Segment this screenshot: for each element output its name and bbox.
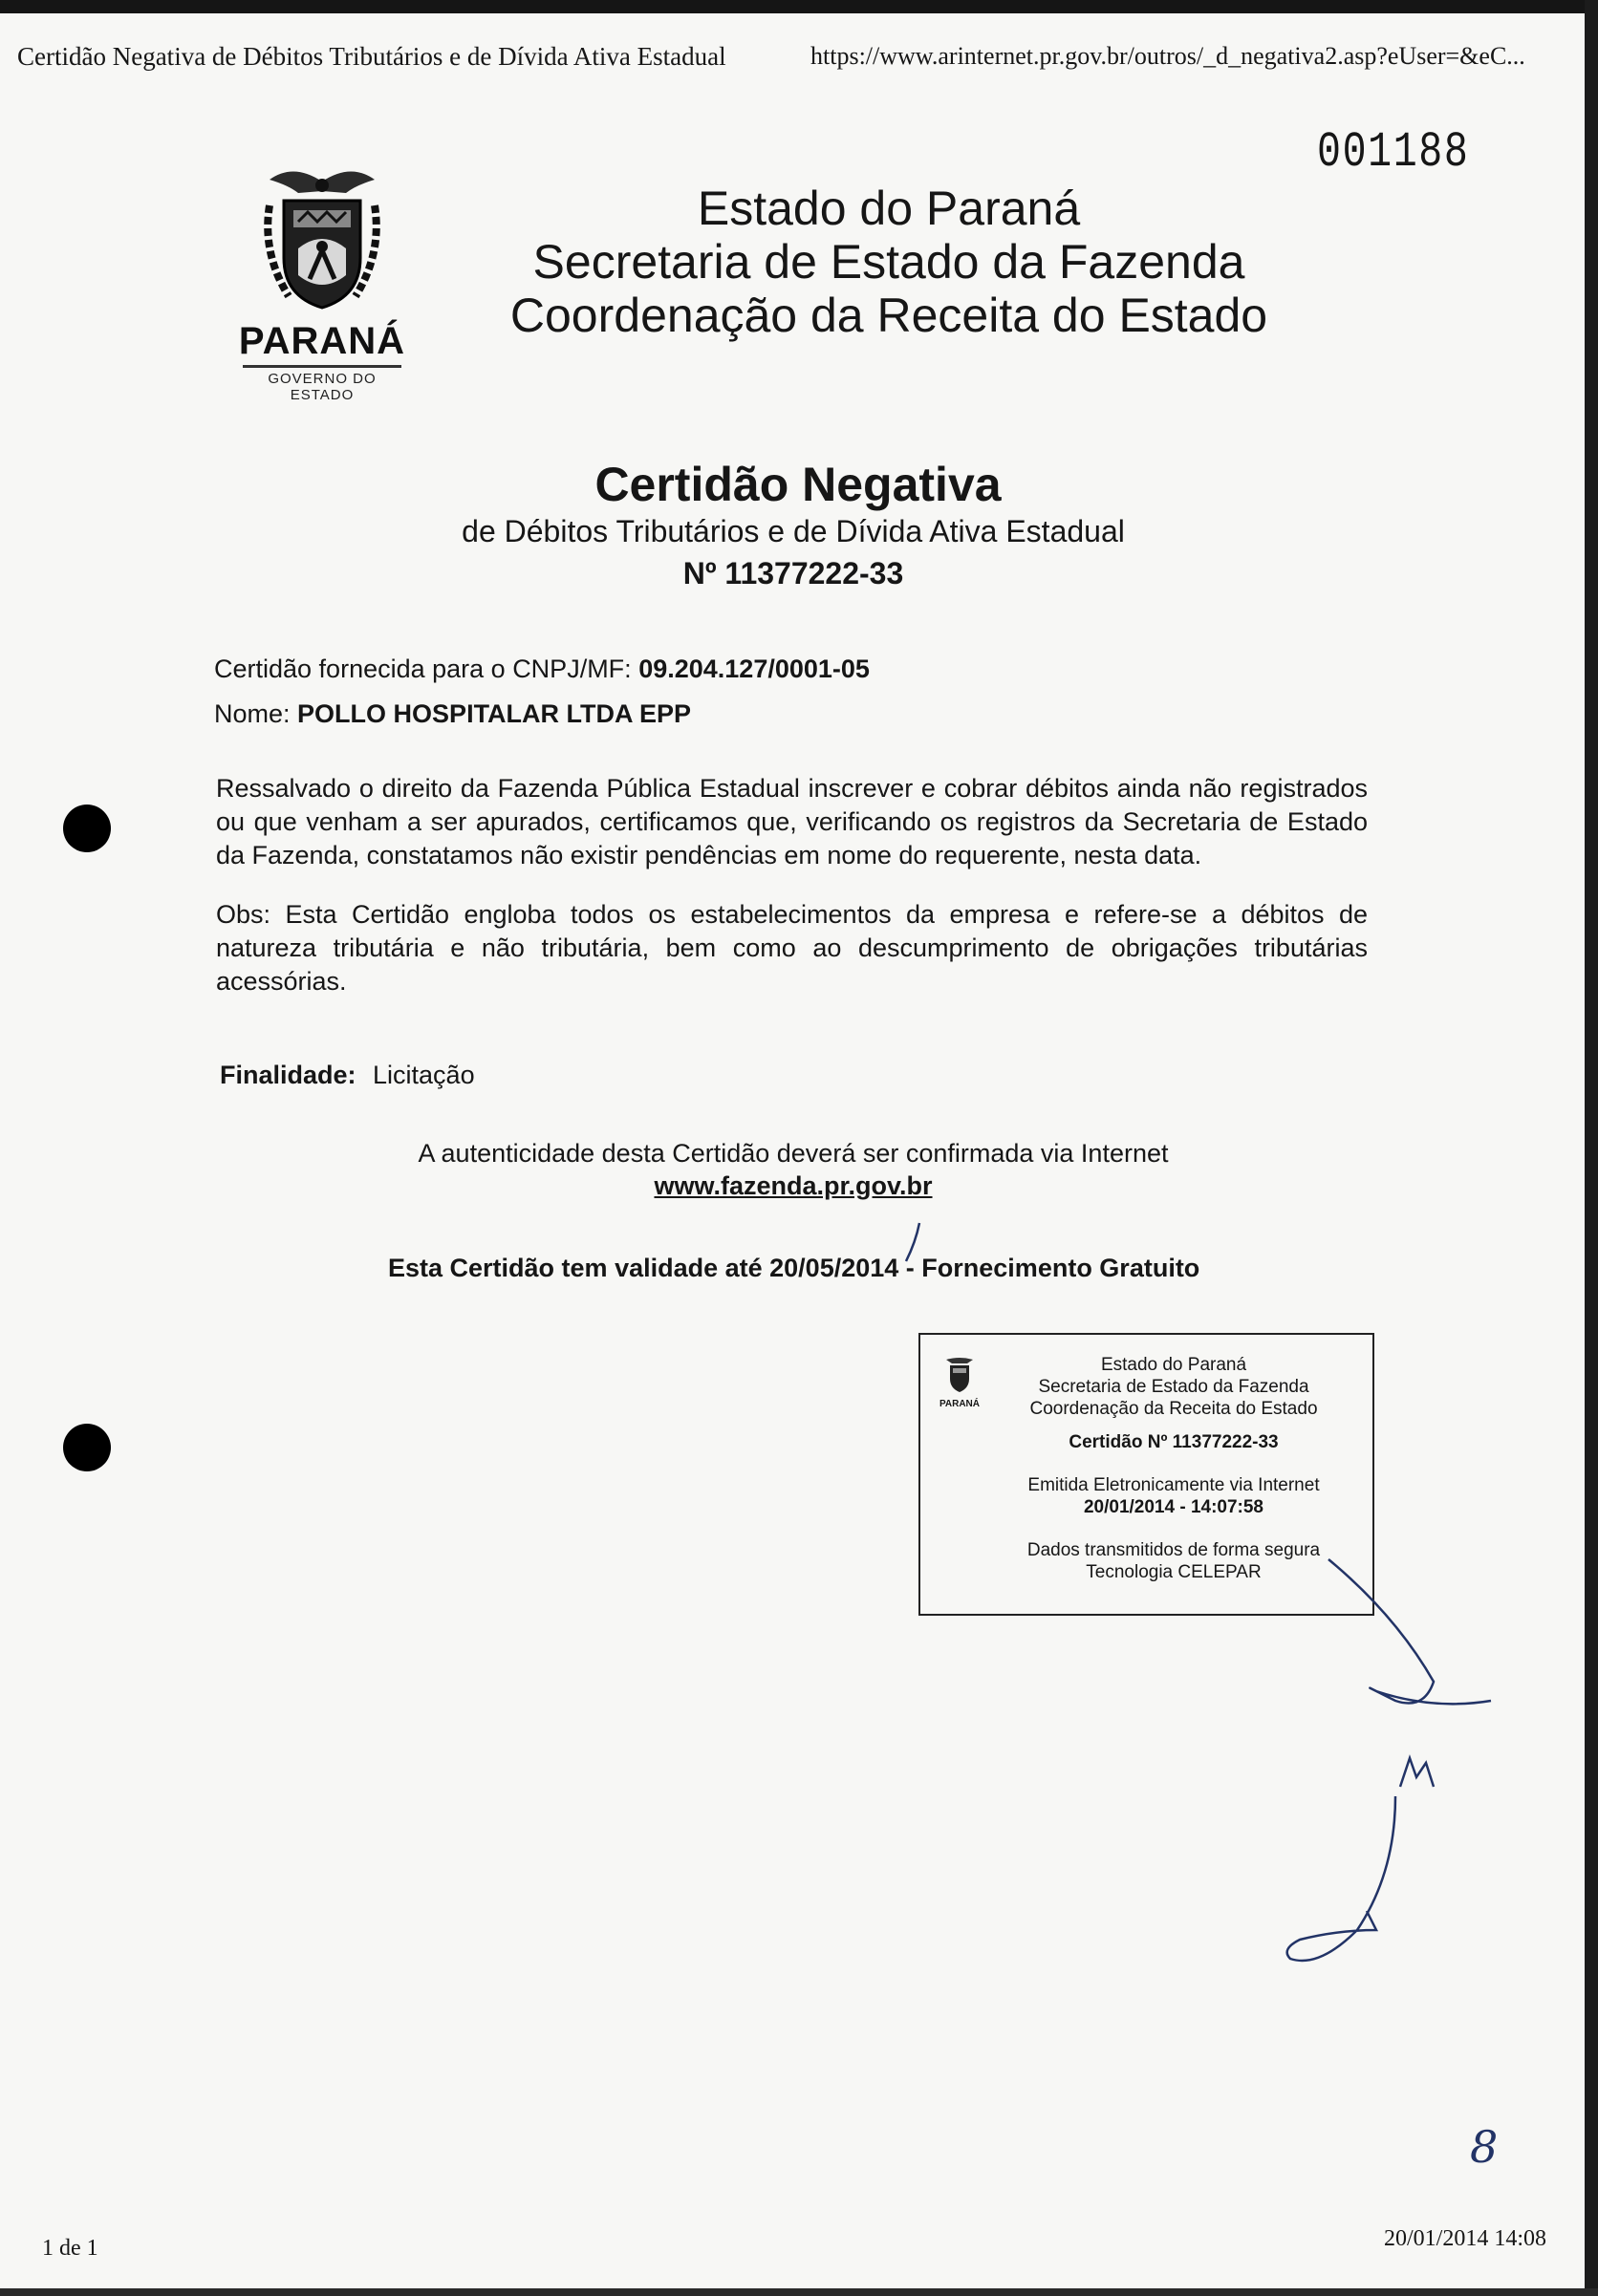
scan-edge-right bbox=[1585, 0, 1598, 2296]
handwritten-rubrics bbox=[860, 1204, 1510, 2198]
initial-mark bbox=[1400, 1758, 1434, 1787]
parana-coat-of-arms-icon bbox=[250, 162, 394, 315]
seal-line-secretariat: Secretaria de Estado da Fazenda bbox=[1038, 1377, 1309, 1397]
certificate-title: Certidão Negativa bbox=[594, 458, 1002, 511]
purpose-label: Finalidade: bbox=[220, 1061, 356, 1089]
certificate-subtitle: de Débitos Tributários e de Dívida Ativa Estadual bbox=[462, 514, 1125, 548]
name-line bbox=[214, 699, 691, 729]
parana-crest bbox=[231, 162, 413, 403]
seal-technology-line: Tecnologia CELEPAR bbox=[1086, 1562, 1262, 1582]
print-page-title: Certidão Negativa de Débitos Tributários e de Dívida Ativa Estadual bbox=[17, 42, 726, 71]
observation-paragraph: Obs: Esta Certidão engloba todos os estabelecimentos da empresa e refere-se a débitos de natureza tributária e não tributária, bem como ao descumprimento de obrigações tributárias acessórias. bbox=[216, 900, 1368, 996]
agency-line-state: Estado do Paraná bbox=[697, 182, 1081, 235]
seal-secure-line: Dados transmitidos de forma segura bbox=[1026, 1540, 1321, 1560]
cnpj-value: 09.204.127/0001-05 bbox=[638, 654, 870, 683]
validity-free-supply: - Fornecimento Gratuito bbox=[905, 1254, 1200, 1282]
certificate-number: Nº 11377222-33 bbox=[682, 556, 904, 590]
print-page-count: 1 de 1 bbox=[42, 2236, 98, 2261]
seal-line-state: Estado do Paraná bbox=[1100, 1355, 1247, 1375]
agency-line-secretariat: Secretaria de Estado da Fazenda bbox=[532, 235, 1245, 289]
seal-line-coordination: Coordenação da Receita do Estado bbox=[1029, 1399, 1318, 1419]
agency-line-coordination: Coordenação da Receita do Estado bbox=[509, 289, 1268, 342]
cnpj-label: Certidão fornecida para o CNPJ/MF: bbox=[214, 654, 632, 683]
stamp-number: 001188 bbox=[1317, 124, 1470, 181]
purpose-line bbox=[220, 1061, 475, 1090]
crest-name: PARANÁ bbox=[238, 320, 406, 362]
signature-stroke-top bbox=[1328, 1559, 1491, 1704]
crest-subtitle: GOVERNO DO ESTADO bbox=[243, 365, 401, 403]
scan-edge-top bbox=[0, 0, 1587, 13]
validity-tick-mark bbox=[906, 1223, 919, 1261]
seal-cert-number: Certidão Nº 11377222-33 bbox=[1069, 1432, 1279, 1452]
authenticity-text: A autenticidade desta Certidão deverá ser confirmada via Internet bbox=[418, 1139, 1169, 1168]
seal-emitted: Emitida Eletronicamente via Internet bbox=[1027, 1475, 1320, 1495]
name-label: Nome: bbox=[214, 699, 291, 728]
validity-date: Esta Certidão tem validade até 20/05/2014 bbox=[388, 1254, 899, 1282]
punch-hole-bottom bbox=[63, 1424, 111, 1471]
certification-paragraph: Ressalvado o direito da Fazenda Pública Estadual inscrever e cobrar débitos ainda não registrados ou que venham a ser apurados, certificamos que, verificando os registros da Secretaria de Estado da Fazenda, constatamos não existir pendências em nome do requerente, nesta data. bbox=[216, 774, 1368, 869]
punch-hole-top bbox=[63, 805, 111, 852]
handwritten-page-mark: 8 bbox=[1470, 2121, 1499, 2173]
print-url: https://www.arinternet.pr.gov.br/outros/_d_negativa2.asp?eUser=&eC... bbox=[810, 42, 1525, 70]
authenticity-link[interactable]: www.fazenda.pr.gov.br bbox=[654, 1171, 933, 1200]
seal-crest-label: PARANÁ bbox=[939, 1399, 981, 1409]
agency-header bbox=[497, 182, 1281, 342]
purpose-value: Licitação bbox=[373, 1061, 475, 1089]
seal-emitted-datetime: 20/01/2014 - 14:07:58 bbox=[1083, 1497, 1264, 1517]
scan-edge-bottom bbox=[0, 2288, 1598, 2296]
signature-stroke-bottom bbox=[1287, 1796, 1395, 1961]
name-value: POLLO HOSPITALAR LTDA EPP bbox=[297, 699, 692, 728]
cnpj-line bbox=[214, 654, 870, 684]
print-timestamp: 20/01/2014 14:08 bbox=[1384, 2226, 1547, 2251]
